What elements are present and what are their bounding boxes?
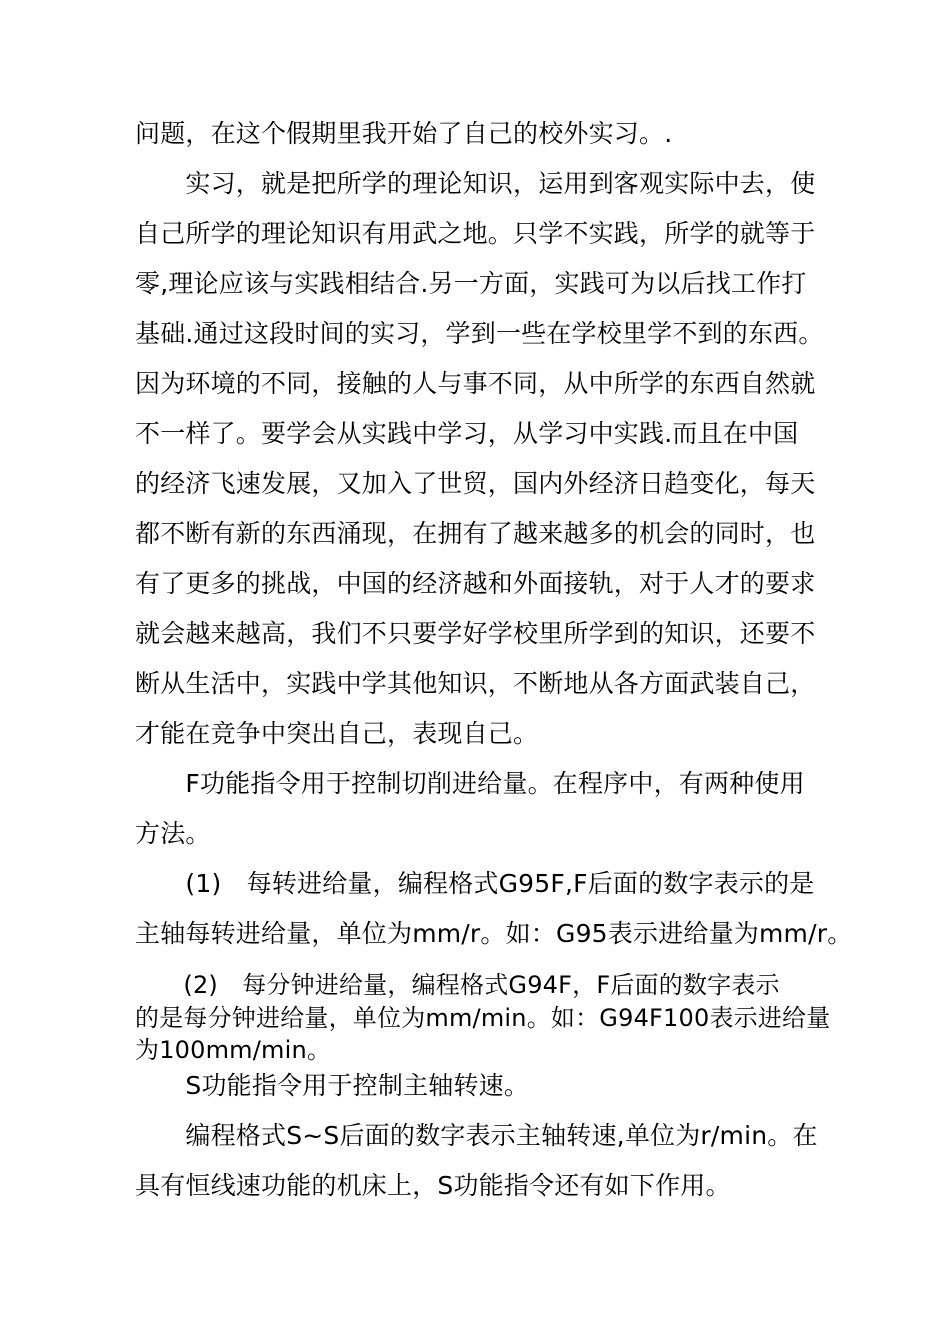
text-line: 都不断有新的东西涌现，在拥有了越来越多的机会的同时，也 [135, 519, 816, 548]
text-line: 不一样了。要学会从实践中学习，从学习中实践.而且在中国 [135, 419, 799, 448]
text-line: 有了更多的挑战，中国的经济越和外面接轨，对于人才的要求 [135, 569, 816, 598]
text-line: 问题，在这个假期里我开始了自己的校外实习。. [135, 119, 673, 148]
paragraph-start-line: 实习，就是把所学的理论知识，运用到客观实际中去，使 [135, 169, 816, 198]
text-line: 方法。 [135, 819, 211, 848]
list-item-line: (2) 每分钟进给量，编程格式G94F，F后面的数字表示 [135, 971, 780, 999]
text-line: 自己所学的理论知识有用武之地。只学不实践，所学的就等于 [135, 219, 816, 248]
text-line: 零,理论应该与实践相结合.另一方面，实践可为以后找工作打 [135, 269, 807, 298]
paragraph-start-line: 编程格式S~S后面的数字表示主轴转速,单位为r/min。在 [135, 1121, 818, 1150]
list-item-line: (1) 每转进给量，编程格式G95F,F后面的数字表示的是 [135, 869, 815, 898]
text-line: 主轴每转进给量，单位为mm/r。如：G95表示进给量为mm/r。 [135, 919, 853, 948]
paragraph-start-line: S功能指令用于控制主轴转速。 [135, 1071, 530, 1100]
text-line: 具有恒线速功能的机床上，S功能指令还有如下作用。 [135, 1171, 731, 1200]
text-line: 的经济飞速发展，又加入了世贸，国内外经济日趋变化，每天 [135, 469, 816, 498]
text-line: 才能在竞争中突出自己，表现自己。 [135, 719, 539, 748]
text-line: 基础.通过这段时间的实习，学到一些在学校里学不到的东西。 [135, 319, 824, 348]
text-line: 断从生活中，实践中学其他知识，不断地从各方面武装自己， [135, 669, 816, 698]
text-line: 为100mm/min。 [135, 1036, 332, 1064]
text-line: 的是每分钟进给量，单位为mm/min。如：G94F100表示进给量 [135, 1004, 831, 1032]
text-line: 因为环境的不同，接触的人与事不同，从中所学的东西自然就 [135, 369, 816, 398]
text-line: 就会越来越高，我们不只要学好学校里所学到的知识，还要不 [135, 619, 816, 648]
paragraph-start-line: F功能指令用于控制切削进给量。在程序中，有两种使用 [135, 769, 805, 798]
